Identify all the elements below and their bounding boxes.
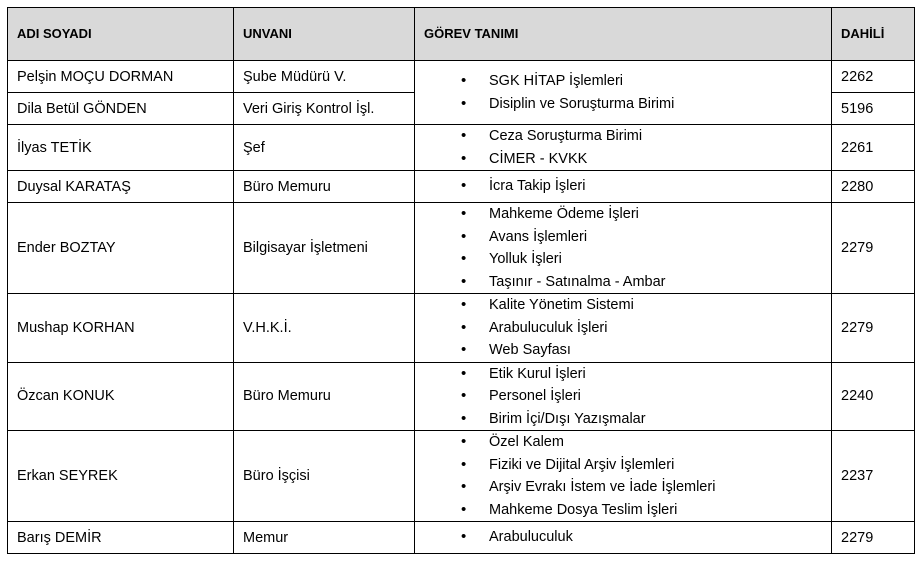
header-duties: GÖREV TANIMI: [415, 8, 832, 61]
cell-name: Barış DEMİR: [8, 522, 234, 554]
cell-title: V.H.K.İ.: [234, 294, 415, 363]
cell-ext: 2261: [832, 125, 915, 171]
cell-ext: 2279: [832, 294, 915, 363]
duty-list: [424, 175, 822, 198]
cell-name: Duysal KARATAŞ: [8, 171, 234, 203]
duty-item: • Özel Kalem: [489, 431, 822, 454]
cell-ext: 2280: [832, 171, 915, 203]
cell-name: Mushap KORHAN: [8, 294, 234, 363]
duty-item: • Arşiv Evrakı İstem ve İade İşlemleri: [489, 476, 822, 499]
table-row: [8, 431, 915, 522]
cell-title: Veri Giriş Kontrol İşl.: [234, 93, 415, 125]
cell-title: Büro İşçisi: [234, 431, 415, 522]
cell-ext: 5196: [832, 93, 915, 125]
duty-item: • İcra Takip İşleri: [489, 175, 822, 198]
cell-name: Özcan KONUK: [8, 362, 234, 431]
table-row: [8, 203, 915, 294]
header-row: [8, 8, 915, 61]
cell-ext: 2279: [832, 522, 915, 554]
cell-title: Şef: [234, 125, 415, 171]
cell-duties: [415, 431, 832, 522]
cell-name: Erkan SEYREK: [8, 431, 234, 522]
duty-item: • Avans İşlemleri: [489, 226, 822, 249]
cell-ext: 2279: [832, 203, 915, 294]
table-row: [8, 125, 915, 171]
duty-item: • Yolluk İşleri: [489, 248, 822, 271]
cell-title: Büro Memuru: [234, 171, 415, 203]
duty-item: • Disiplin ve Soruşturma Birimi: [489, 93, 822, 116]
cell-name: Ender BOZTAY: [8, 203, 234, 294]
cell-name: İlyas TETİK: [8, 125, 234, 171]
duty-item: • Mahkeme Dosya Teslim İşleri: [489, 499, 822, 522]
duty-list: [424, 70, 822, 115]
cell-title: Şube Müdürü V.: [234, 61, 415, 93]
header-name: ADI SOYADI: [8, 8, 234, 61]
duty-list: [424, 203, 822, 293]
duty-item: • Ceza Soruşturma Birimi: [489, 125, 822, 148]
cell-duties: [415, 294, 832, 363]
duty-list: [424, 526, 822, 549]
duty-item: • Fiziki ve Dijital Arşiv İşlemleri: [489, 454, 822, 477]
duty-item: • Personel İşleri: [489, 385, 822, 408]
duty-list: [424, 363, 822, 431]
table-row: [8, 294, 915, 363]
cell-name: Dila Betül GÖNDEN: [8, 93, 234, 125]
cell-title: Memur: [234, 522, 415, 554]
cell-duties: [415, 61, 832, 125]
duty-item: • SGK HİTAP İşlemleri: [489, 70, 822, 93]
duty-item: • Web Sayfası: [489, 339, 822, 362]
header-ext: DAHİLİ: [832, 8, 915, 61]
duty-item: • Arabuluculuk İşleri: [489, 317, 822, 340]
header-title: UNVANI: [234, 8, 415, 61]
cell-duties: [415, 125, 832, 171]
cell-name: Pelşin MOÇU DORMAN: [8, 61, 234, 93]
cell-ext: 2237: [832, 431, 915, 522]
duty-item: • CİMER - KVKK: [489, 148, 822, 171]
cell-ext: 2240: [832, 362, 915, 431]
table-row: [8, 61, 915, 93]
duty-list: [424, 294, 822, 362]
staff-table: [7, 7, 915, 554]
duty-item: • Birim İçi/Dışı Yazışmalar: [489, 408, 822, 431]
table-row: [8, 522, 915, 554]
duty-item: • Arabuluculuk: [489, 526, 822, 549]
cell-duties: [415, 171, 832, 203]
duty-item: • Mahkeme Ödeme İşleri: [489, 203, 822, 226]
duty-list: [424, 125, 822, 170]
cell-duties: [415, 522, 832, 554]
cell-title: Büro Memuru: [234, 362, 415, 431]
duty-item: • Kalite Yönetim Sistemi: [489, 294, 822, 317]
cell-ext: 2262: [832, 61, 915, 93]
duty-list: [424, 431, 822, 521]
table-row: [8, 362, 915, 431]
cell-title: Bilgisayar İşletmeni: [234, 203, 415, 294]
cell-duties: [415, 203, 832, 294]
duty-item: • Taşınır - Satınalma - Ambar: [489, 271, 822, 294]
duty-item: • Etik Kurul İşleri: [489, 363, 822, 386]
table-row: [8, 171, 915, 203]
cell-duties: [415, 362, 832, 431]
